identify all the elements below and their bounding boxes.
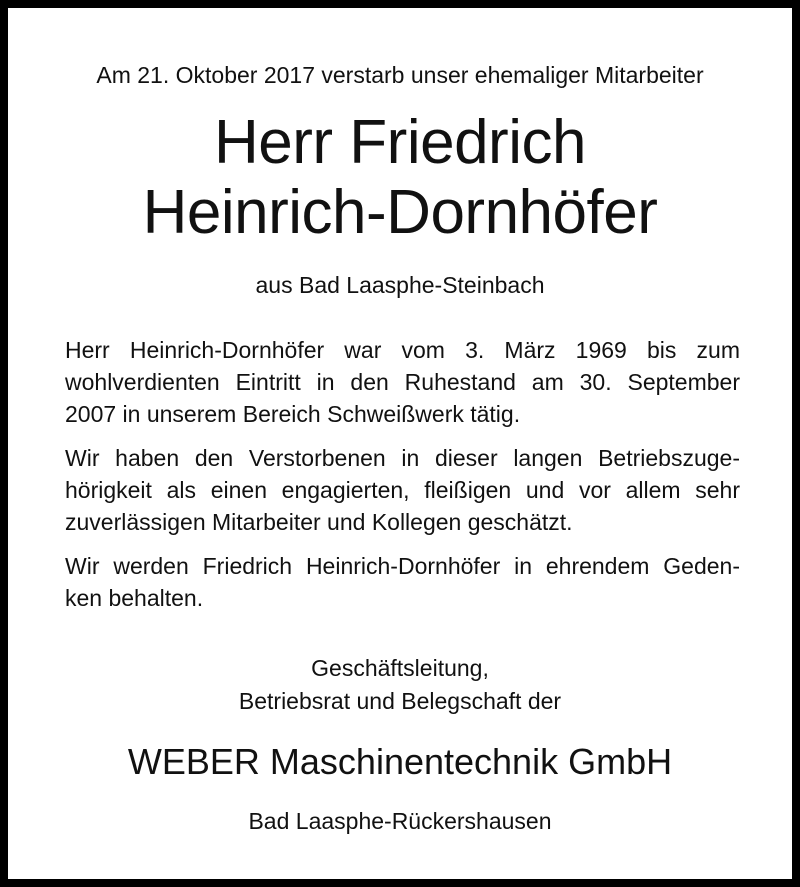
paragraph-line: 2007 in unserem Bereich Schweißwerk tätig. (65, 401, 521, 427)
paragraph-appreciation (65, 442, 740, 538)
intro-text: Am 21. Oktober 2017 verstarb unser ehemaliger Mitarbeiter (96, 62, 704, 88)
company-name: WEBER Maschinentechnik GmbH (127, 741, 673, 782)
paragraph-line: Wir haben den Verstorbenen in dieser langen Betriebszuge- (65, 445, 740, 471)
paragraph-line: Wir werden Friedrich Heinrich-Dornhöfer in ehrendem Geden- (65, 553, 740, 579)
signers-line-1: Geschäftsleitung, (311, 655, 489, 681)
paragraph-line: Herr Heinrich-Dornhöfer war vom 3. März 1969 bis zum (65, 337, 740, 363)
paragraph-employment (65, 334, 740, 430)
paragraph-line: ken behalten. (65, 585, 204, 611)
deceased-name-line-2: Heinrich-Dornhöfer (142, 178, 658, 247)
origin-text: aus Bad Laasphe-Steinbach (255, 272, 545, 298)
paragraph-remembrance (65, 550, 740, 614)
deceased-name (8, 108, 792, 248)
company-location: Bad Laasphe-Rückershausen (248, 808, 552, 834)
paragraph-line: zuverlässigen Mitarbeiter und Kollegen geschätzt. (65, 509, 573, 535)
paragraph-line: wohlverdienten Eintritt in den Ruhestand am 30. September (65, 369, 740, 395)
signers-line-2: Betriebsrat und Belegschaft der (238, 688, 562, 714)
signers (8, 652, 792, 718)
body-text (65, 334, 740, 626)
paragraph-line: hörigkeit als einen engagierten, fleißigen und vor allem sehr (65, 477, 740, 503)
deceased-name-line-1: Herr Friedrich (214, 108, 586, 177)
